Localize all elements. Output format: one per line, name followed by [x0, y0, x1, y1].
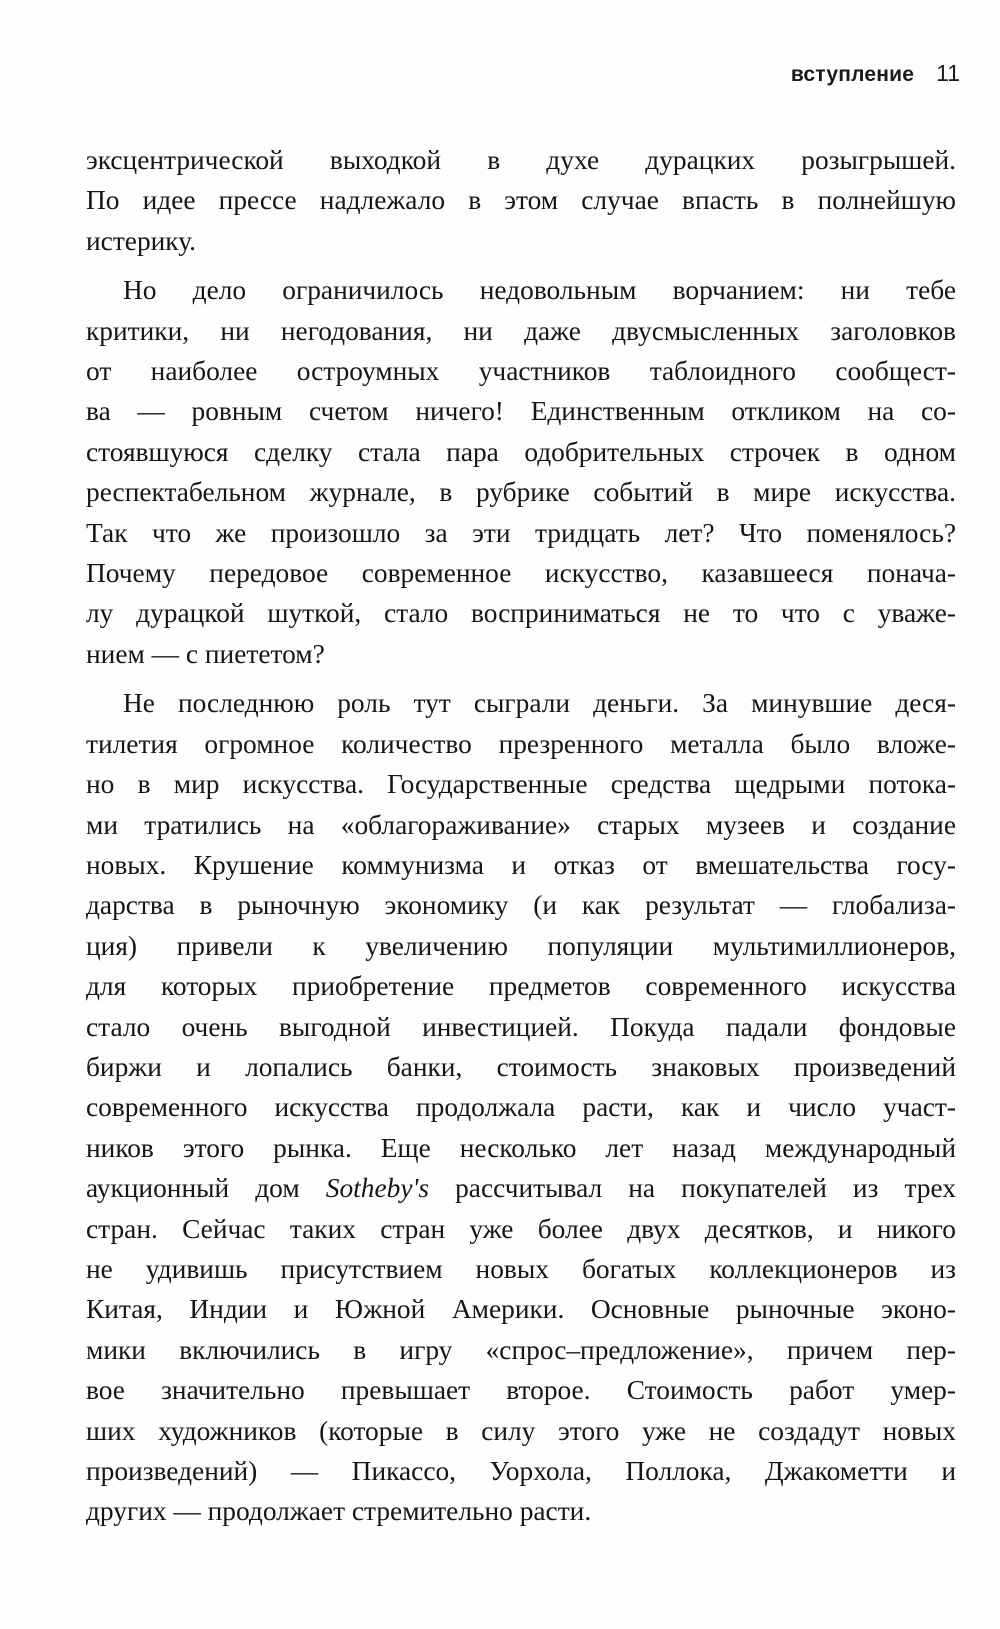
page-number: 11 — [936, 60, 960, 86]
section-title: вступление — [790, 63, 915, 86]
text-line: истерику. — [86, 225, 197, 256]
text-fragment: аукционный дом — [86, 1173, 326, 1204]
text-line: ших художников (которые в силу этого уже не создадут новых — [86, 1415, 956, 1446]
text-line: мики включились в игру «спрос–предложение», причем пер- — [86, 1334, 956, 1365]
text-line: нием — с пиететом? — [86, 638, 325, 669]
text-line: вое значительно превышает второе. Стоимость работ умер- — [86, 1375, 956, 1406]
text-line: но в мир искусства. Государственные средства щедрыми потока- — [86, 769, 956, 800]
text-line: для которых приобретение предметов современного искусства — [86, 971, 956, 1002]
text-line: ми тратились на «облагораживание» старых музеев и создание — [86, 809, 956, 840]
text-line: стало очень выгодной инвестицией. Покуда падали фондовые — [86, 1011, 956, 1042]
text-line: Так что же произошло за эти тридцать лет? Что поменялось? — [86, 517, 956, 548]
text-line: ников этого рынка. Еще несколько лет назад международный — [86, 1132, 956, 1163]
text-line-with-italic — [86, 1168, 956, 1208]
paragraph-1 — [86, 140, 956, 261]
running-head — [791, 60, 960, 87]
text-line: других — продолжает стремительно расти. — [86, 1496, 592, 1527]
paragraph-2 — [86, 270, 956, 674]
text-line: не удивишь присутствием новых богатых коллекционеров из — [86, 1253, 956, 1284]
text-line: от наиболее остроумных участников таблоидного сообщест- — [86, 356, 956, 387]
text-line: произведений) — Пикассо, Уорхола, Поллока, Джакометти и — [86, 1456, 956, 1486]
text-line: Китая, Индии и Южной Америки. Основные рыночные эконо- — [86, 1294, 956, 1325]
text-line: Почему передовое современное искусство, казавшееся понача- — [86, 558, 956, 589]
text-line: Не последнюю роль тут сыграли деньги. За минувшие деся- — [123, 688, 956, 719]
text-line: биржи и лопались банки, стоимость знаковых произведений — [86, 1051, 956, 1082]
text-line: современного искусства продолжала расти, как и число участ- — [86, 1092, 956, 1123]
text-line: лу дурацкой шуткой, стало восприниматься не то что с уваже- — [86, 598, 956, 629]
italic-name: Sotheby's — [325, 1173, 430, 1204]
text-line: респектабельном журнале, в рубрике событий в мире искусства. — [86, 477, 956, 508]
text-fragment: рассчитывал на покупателей из трех — [429, 1173, 956, 1204]
text-line: стоявшуюся сделку стала пара одобрительных строчек в одном — [86, 436, 956, 467]
text-line: стран. Сейчас таких стран уже более двух десятков, и никого — [86, 1213, 956, 1244]
text-line: новых. Крушение коммунизма и отказ от вмешательства госу- — [86, 849, 956, 880]
text-line: дарства в рыночную экономику (и как результат — глобализа- — [86, 890, 956, 921]
text-line: эксцентрической выходкой в духе дурацких розыгрышей. — [86, 145, 956, 175]
body-text — [86, 140, 956, 1532]
text-line: По идее прессе надлежало в этом случае впасть в полнейшую — [86, 185, 956, 216]
text-line: Но дело ограничилось недовольным ворчанием: ни тебе — [123, 275, 956, 306]
paragraph-3 — [86, 683, 956, 1532]
text-line: критики, ни негодования, ни даже двусмысленных заголовков — [86, 315, 956, 346]
text-line: ция) привели к увеличению популяции мультимиллионеров, — [86, 930, 956, 961]
text-line: тилетия огромное количество презренного металла было вложе- — [86, 728, 956, 759]
text-line: ва — ровным счетом ничего! Единственным откликом на со- — [86, 396, 956, 427]
